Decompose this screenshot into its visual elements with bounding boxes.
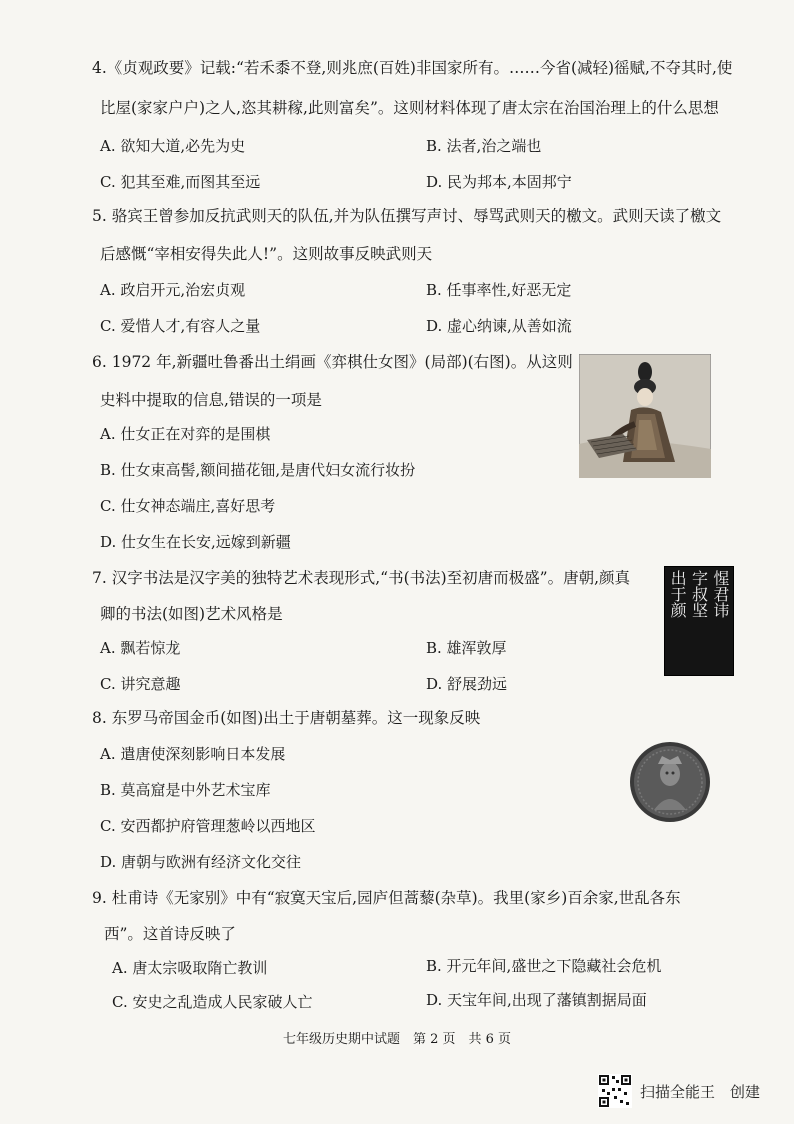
- watermark-text: 扫描全能王 创建: [640, 1082, 761, 1101]
- yan-zhenqing-calligraphy-image: [664, 566, 734, 676]
- q7-option-a: A. 飘若惊龙: [100, 639, 181, 657]
- q6-stem-line1: 6. 1972 年,新疆吐鲁番出土绢画《弈棋仕女图》(局部)(右图)。从这则: [92, 353, 573, 371]
- q9-stem-line2: 西”。这首诗反映了: [104, 925, 236, 943]
- q6-stem-line2: 史料中提取的信息,错误的一项是: [100, 391, 322, 409]
- q5-option-b: B. 任事率性,好恶无定: [426, 281, 572, 299]
- q5-option-c: C. 爱惜人才,有容人之量: [100, 317, 261, 335]
- q5-option-d: D. 虚心纳谏,从善如流: [426, 317, 572, 335]
- q4-option-b: B. 法者,治之端也: [426, 137, 542, 155]
- q8-option-a: A. 遣唐使深刻影响日本发展: [100, 745, 286, 763]
- q7-option-d: D. 舒展劲远: [426, 675, 508, 693]
- q6-option-c: C. 仕女神态端庄,喜好思考: [100, 497, 276, 515]
- q8-option-c: C. 安西都护府管理葱岭以西地区: [100, 817, 316, 835]
- q7-stem-line1: 7. 汉字书法是汉字美的独特艺术表现形式,“书(书法)至初唐而极盛”。唐朝,颜真: [92, 569, 631, 587]
- q7-option-c: C. 讲究意趣: [100, 675, 181, 693]
- page-footer: 七年级历史期中试题 第 2 页 共 6 页: [282, 1032, 512, 1047]
- q9-option-d: D. 天宝年间,出现了藩镇割据局面: [426, 991, 647, 1009]
- q8-option-d: D. 唐朝与欧洲有经济文化交往: [100, 853, 302, 871]
- q9-option-c: C. 安史之乱造成人民家破人亡: [112, 993, 313, 1011]
- q6-option-d: D. 仕女生在长安,远嫁到新疆: [100, 533, 291, 551]
- q4-option-d: D. 民为邦本,本固邦宁: [426, 173, 572, 191]
- chess-lady-painting-image: [579, 354, 711, 478]
- q9-stem-line1: 9. 杜甫诗《无家别》中有“寂寞天宝后,园庐但蒿藜(杂草)。我里(家乡)百余家,世乱各东: [92, 889, 681, 907]
- q9-option-a: A. 唐太宗吸取隋亡教训: [112, 959, 268, 977]
- q6-option-b: B. 仕女束高髻,额间描花钿,是唐代妇女流行妆扮: [100, 461, 416, 479]
- scanner-watermark: [598, 1074, 760, 1108]
- q6-option-a: A. 仕女正在对弈的是围棋: [100, 425, 271, 443]
- q7-option-b: B. 雄浑敦厚: [426, 639, 507, 657]
- q9-option-b: B. 开元年间,盛世之下隐藏社会危机: [426, 957, 662, 975]
- q4-option-a: A. 欲知大道,必先为史: [100, 137, 246, 155]
- q4-stem-line1: 4.《贞观政要》记载:“若禾黍不登,则兆庶(百姓)非国家所有。……今省(减轻)徭赋,不夺其时,使: [92, 59, 733, 77]
- qr-code-icon: [598, 1074, 632, 1108]
- calligraphy-column: 出于颜: [668, 570, 688, 618]
- calligraphy-column: 字叔坚: [689, 570, 709, 618]
- calligraphy-column: 惺君讳: [710, 570, 730, 618]
- q7-stem-line2: 卿的书法(如图)艺术风格是: [100, 605, 283, 623]
- q5-stem-line1: 5. 骆宾王曾参加反抗武则天的队伍,并为队伍撰写声讨、辱骂武则天的檄文。武则天读了檄文: [92, 207, 722, 225]
- q5-option-a: A. 政启开元,治宏贞观: [100, 281, 246, 299]
- q8-option-b: B. 莫高窟是中外艺术宝库: [100, 781, 271, 799]
- byzantine-gold-coin-image: [628, 740, 712, 824]
- q4-option-c: C. 犯其至难,而图其至远: [100, 173, 261, 191]
- q8-stem-line1: 8. 东罗马帝国金币(如图)出土于唐朝墓葬。这一现象反映: [92, 709, 481, 727]
- q4-stem-line2: 比屋(家家户户)之人,恣其耕稼,此则富矣”。这则材料体现了唐太宗在治国治理上的什么思想: [100, 99, 719, 117]
- q5-stem-line2: 后感慨“宰相安得失此人!”。这则故事反映武则天: [100, 245, 433, 263]
